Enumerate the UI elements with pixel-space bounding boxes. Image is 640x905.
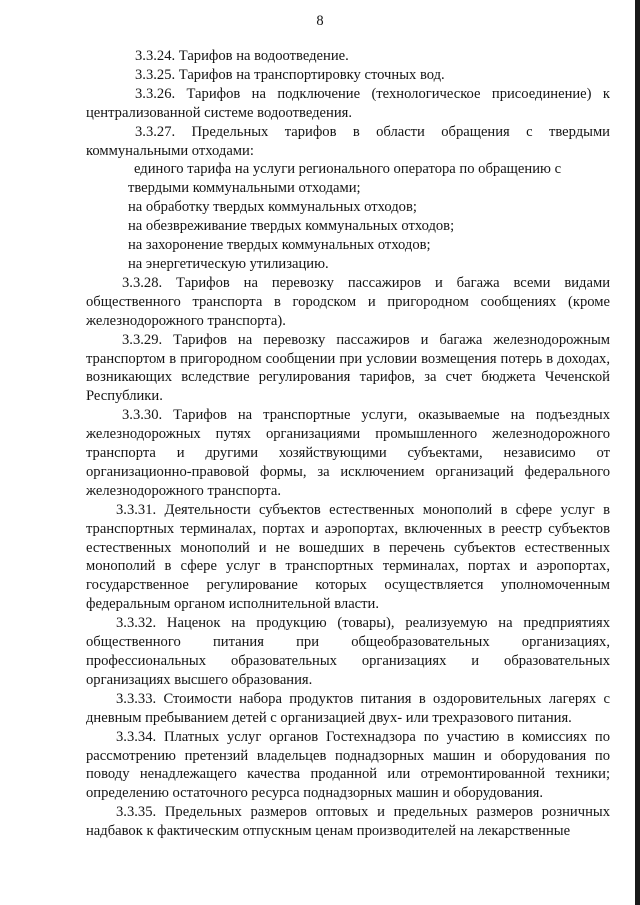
clause-3-3-34: 3.3.34. Платных услуг органов Гостехнадзора по участию в комиссиях по рассмотрению претензий владельцев поднадзорных машин и оборудования по поводу ненадлежащего качества проданной или отремонтированной техники; определению остаточного ресурса поднадзорных машин и оборудования. bbox=[86, 728, 610, 802]
clause-3-3-32: 3.3.32. Наценок на продукцию (товары), реализуемую на предприятиях общественного питания при общеобразовательных организациях, профессиональных образовательных организациях и образовательных организациях высшего образования. bbox=[86, 615, 610, 688]
clause-3-3-27: 3.3.27. Предельных тарифов в области обращения с твердыми коммунальными отходами: bbox=[86, 123, 610, 159]
clause-3-3-27-item-single-tariff: единого тарифа на услуги регионального оператора по обращению с твердыми коммунальными отходами; bbox=[128, 161, 562, 197]
clause-3-3-24: 3.3.24. Тарифов на водоотведение. bbox=[135, 48, 349, 64]
page-number: 8 bbox=[316, 13, 324, 29]
clause-3-3-25: 3.3.25. Тарифов на транспортировку сточных вод. bbox=[135, 66, 445, 83]
clause-3-3-33: 3.3.33. Стоимости набора продуктов питания в оздоровительных лагерях с дневным пребыванием детей с организацией двух- или трехразового питания. bbox=[86, 690, 610, 726]
clause-3-3-27-item-processing: на обработку твердых коммунальных отходов; bbox=[128, 199, 417, 216]
clause-3-3-30: 3.3.30. Тарифов на транспортные услуги, оказываемые на подъездных железнодорожных путях организациями промышленного железнодорожного транспорта и другими хозяйствующими субъектами, независимо от организационно-правовой формы, за исключением организаций федерального железнодорожного транспорта. bbox=[86, 407, 610, 499]
clause-3-3-27-item-burial: на захоронение твердых коммунальных отходов; bbox=[128, 237, 431, 254]
document-body bbox=[86, 47, 610, 841]
clause-3-3-26: 3.3.26. Тарифов на подключение (технологическое присоединение) к централизованной системе водоотведения. bbox=[86, 85, 610, 121]
scan-edge-shadow bbox=[635, 0, 640, 905]
clause-3-3-35: 3.3.35. Предельных размеров оптовых и предельных размеров розничных надбавок к фактическим отпускным ценам производителей на лекарственные bbox=[86, 804, 610, 840]
clause-3-3-28: 3.3.28. Тарифов на перевозку пассажиров и багажа всеми видами общественного транспорта в городском и пригородном сообщениях (кроме железнодорожного транспорта). bbox=[86, 274, 610, 329]
clause-3-3-27-item-energy-utilization: на энергетическую утилизацию. bbox=[128, 255, 329, 272]
clause-3-3-27-item-neutralization: на обезвреживание твердых коммунальных отходов; bbox=[128, 218, 455, 235]
clause-3-3-31: 3.3.31. Деятельности субъектов естественных монополий в сфере услуг в транспортных терминалах, портах и аэропортах, включенных в реестр субъектов естественных монополий и не вошедших в перечень субъектов естественных монополий в сфере услуг в транспортных терминалах, портах и аэропортах, государственное регулирование которых осуществляется уполномоченным федеральным органом исполнительной власти. bbox=[86, 501, 610, 613]
clause-3-3-29: 3.3.29. Тарифов на перевозку пассажиров и багажа железнодорожным транспортом в пригородном сообщении при условии возмещения потерь в доходах, возникающих вследствие регулирования тарифов, за счет бюджета Чеченской Республики. bbox=[86, 331, 610, 405]
